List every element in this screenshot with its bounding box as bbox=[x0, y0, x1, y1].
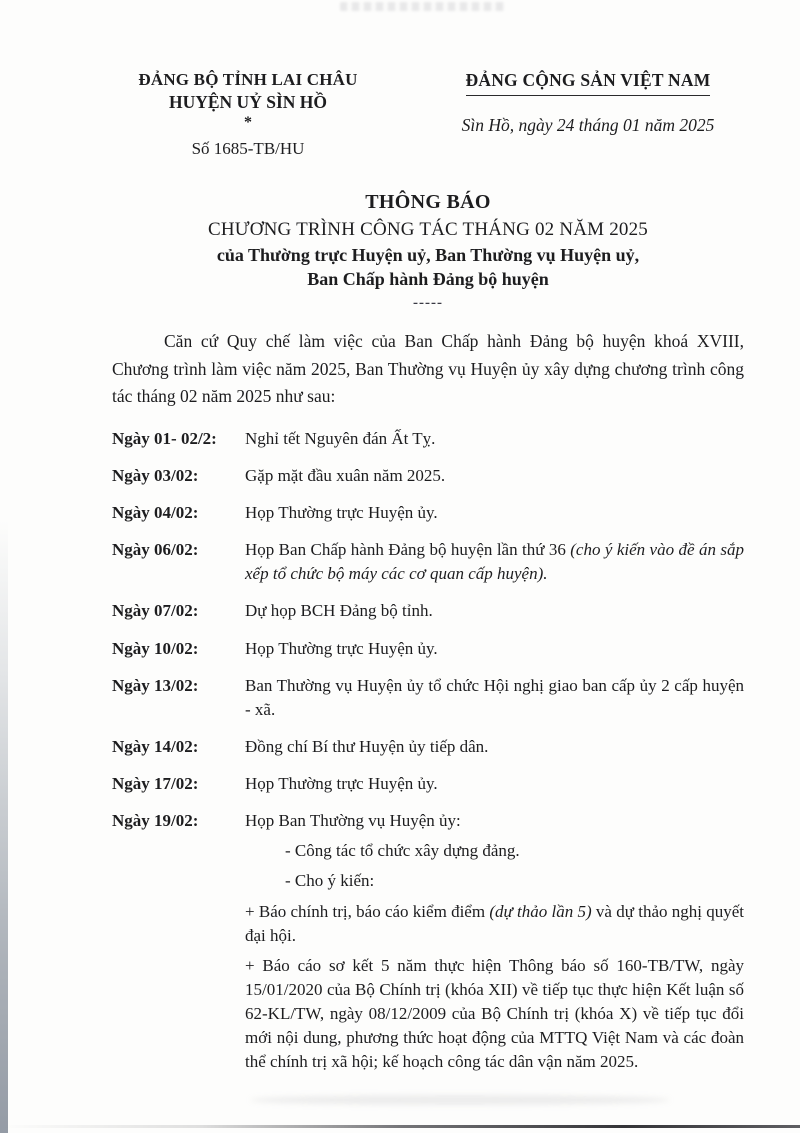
schedule-row bbox=[112, 501, 744, 525]
schedule-row bbox=[112, 599, 744, 623]
schedule-date-label: Ngày 13/02: bbox=[112, 675, 199, 695]
schedule-text: + Báo chính trị, báo cáo kiểm điểm bbox=[245, 901, 490, 921]
scan-bottom-edge-artifact bbox=[0, 1125, 800, 1128]
province-party-name: ĐẢNG BỘ TỈNH LAI CHÂU bbox=[138, 70, 358, 89]
schedule-text: - Cho ý kiến: bbox=[285, 871, 375, 891]
schedule-text-italic: (dự thảo lần 5) bbox=[489, 901, 592, 921]
scan-left-edge-artifact bbox=[0, 520, 8, 1133]
schedule-content bbox=[245, 501, 744, 525]
schedule-content bbox=[245, 809, 744, 1074]
national-motto-block bbox=[432, 70, 744, 136]
document-number: Số 1685-TB/HU bbox=[191, 139, 305, 158]
schedule-content bbox=[245, 464, 744, 488]
schedule-date-label: Ngày 10/02: bbox=[112, 638, 199, 658]
schedule-main-line bbox=[245, 538, 744, 586]
schedule-date-label: Ngày 01- 02/2: bbox=[112, 428, 217, 448]
schedule-content bbox=[245, 637, 744, 661]
schedule-subline bbox=[245, 869, 744, 893]
schedule-text: Ban Thường vụ Huyện ủy tổ chức Hội nghị giao ban cấp ủy 2 cấp huyện - xã. bbox=[245, 675, 744, 719]
schedule-main-line bbox=[245, 735, 744, 759]
schedule-list bbox=[112, 427, 744, 1075]
schedule-text: Họp Thường trực Huyện ủy. bbox=[245, 503, 438, 523]
schedule-date-label: Ngày 03/02: bbox=[112, 465, 199, 485]
document-subject-title: CHƯƠNG TRÌNH CÔNG TÁC THÁNG 02 NĂM 2025 bbox=[207, 219, 649, 240]
schedule-content bbox=[245, 599, 744, 623]
district-party-committee-name: HUYỆN UỶ SÌN HỒ bbox=[168, 92, 327, 112]
intro-paragraph: Căn cứ Quy chế làm việc của Ban Chấp hành Đảng bộ huyện khoá XVIII, Chương trình làm việc năm 2025, Ban Thường vụ Huyện ủy xây dựng chương trình công tác tháng 02 năm 2025 như sau: bbox=[112, 331, 744, 406]
issuing-authority-block bbox=[112, 70, 384, 159]
party-name-heading: ĐẢNG CỘNG SẢN VIỆT NAM bbox=[466, 70, 711, 96]
schedule-main-line bbox=[245, 501, 744, 525]
schedule-row bbox=[112, 637, 744, 661]
schedule-date-label: Ngày 07/02: bbox=[112, 601, 199, 621]
schedule-date-label: Ngày 14/02: bbox=[112, 736, 199, 756]
schedule-main-line bbox=[245, 809, 744, 833]
schedule-subline bbox=[245, 954, 744, 1075]
schedule-row bbox=[112, 538, 744, 586]
schedule-text: Họp Thường trực Huyện ủy. bbox=[245, 638, 438, 658]
title-issuer-line-2: Ban Chấp hành Đảng bộ huyện bbox=[307, 268, 549, 289]
document-header bbox=[112, 70, 744, 159]
schedule-row bbox=[112, 674, 744, 722]
schedule-main-line bbox=[245, 637, 744, 661]
schedule-text: Nghỉ tết Nguyên đán Ất Tỵ. bbox=[245, 428, 436, 448]
schedule-text: Họp Ban Thường vụ Huyện ủy: bbox=[245, 811, 461, 831]
scan-bleedthrough-artifact bbox=[340, 2, 505, 11]
schedule-content bbox=[245, 538, 744, 586]
title-separator-dashes: ----- bbox=[413, 295, 443, 312]
schedule-text: Đồng chí Bí thư Huyện ủy tiếp dân. bbox=[245, 736, 489, 756]
schedule-subline bbox=[245, 900, 744, 948]
schedule-content bbox=[245, 674, 744, 722]
schedule-content bbox=[245, 427, 744, 451]
schedule-main-line bbox=[245, 674, 744, 722]
schedule-text: và dự thảo nghị quyết đại hội. bbox=[245, 901, 745, 945]
schedule-main-line bbox=[245, 464, 744, 488]
document-title-block bbox=[112, 189, 744, 313]
schedule-text: Gặp mặt đầu xuân năm 2025. bbox=[245, 465, 446, 485]
schedule-text-italic: (cho ý kiến vào đề án sắp xếp tổ chức bộ máy các cơ quan cấp huyện). bbox=[245, 540, 744, 584]
schedule-date-label: Ngày 19/02: bbox=[112, 811, 199, 831]
schedule-date-label: Ngày 06/02: bbox=[112, 540, 199, 560]
schedule-row bbox=[112, 464, 744, 488]
schedule-text: Họp Thường trực Huyện ủy. bbox=[245, 774, 438, 794]
title-issuer-line-1: của Thường trực Huyện uỷ, Ban Thường vụ Huyện uỷ, bbox=[216, 244, 640, 265]
place-and-date: Sìn Hồ, ngày 24 tháng 01 năm 2025 bbox=[461, 115, 715, 135]
schedule-text: - Công tác tổ chức xây dựng đảng. bbox=[285, 841, 520, 861]
schedule-text: Họp Ban Chấp hành Đảng bộ huyện lần thứ 36 bbox=[245, 540, 571, 560]
schedule-main-line bbox=[245, 427, 744, 451]
star-separator: * bbox=[244, 114, 252, 131]
schedule-content bbox=[245, 735, 744, 759]
schedule-subline bbox=[245, 839, 744, 863]
schedule-text: Dự họp BCH Đảng bộ tỉnh. bbox=[245, 601, 433, 621]
schedule-text: + Báo cáo sơ kết 5 năm thực hiện Thông báo số 160-TB/TW, ngày 15/01/2020 của Bộ Chính trị (khóa XII) về tiếp tục thực hiện Kết luận số 62-KL/TW, ngày 08/12/2009 của Bộ Chính trị (khóa X) về tiếp tục đổi mới nội dung, phương thức hoạt động của MTTQ Việt Nam và các đoàn thể chính trị xã hội; kế hoạch công tác dân vận năm 2025. bbox=[245, 955, 744, 1072]
schedule-main-line bbox=[245, 599, 744, 623]
schedule-date-label: Ngày 17/02: bbox=[112, 774, 199, 794]
schedule-row bbox=[112, 735, 744, 759]
schedule-content bbox=[245, 772, 744, 796]
schedule-main-line bbox=[245, 772, 744, 796]
scan-haze-artifact bbox=[250, 1095, 670, 1105]
schedule-date-label: Ngày 04/02: bbox=[112, 503, 199, 523]
document-type-title: THÔNG BÁO bbox=[365, 191, 491, 213]
schedule-row bbox=[112, 772, 744, 796]
schedule-row bbox=[112, 427, 744, 451]
schedule-row bbox=[112, 809, 744, 1074]
